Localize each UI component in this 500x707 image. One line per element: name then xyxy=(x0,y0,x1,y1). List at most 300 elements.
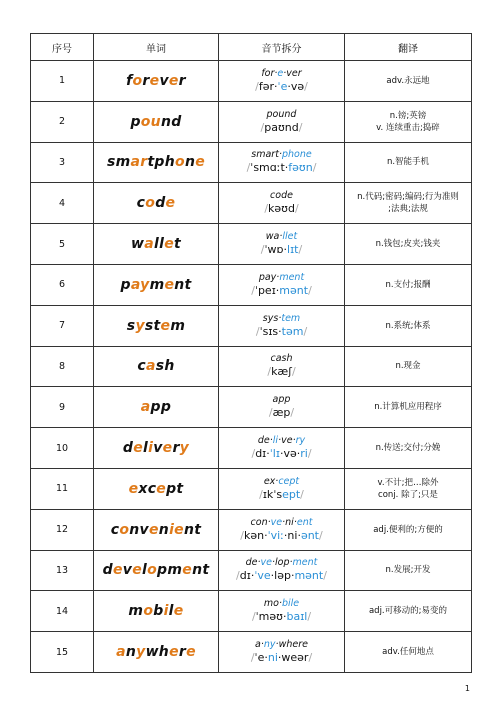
row-number: 11 xyxy=(31,468,94,509)
syllable-segment: pay xyxy=(258,271,277,283)
word-segment: ll xyxy=(153,236,165,253)
syllable-segment: sys xyxy=(262,312,279,324)
slash-mark: / xyxy=(298,120,303,134)
syllable-segment: · xyxy=(269,435,273,447)
row-number: 1 xyxy=(31,61,94,102)
word-segment: e xyxy=(168,72,179,89)
translation-line: n.智能手机 xyxy=(386,157,430,168)
syllable-segment: · xyxy=(283,67,287,79)
slash-mark: / xyxy=(308,283,312,297)
syllable-segment: · xyxy=(282,516,286,528)
phonetic-segment: ˈwɒ xyxy=(264,243,284,257)
word-segment: tph xyxy=(147,154,176,171)
translation-cell xyxy=(345,632,472,673)
word-segment: r xyxy=(142,72,150,89)
slash-mark: / xyxy=(246,161,251,175)
table-row xyxy=(31,428,472,469)
syllable-segment: mo xyxy=(263,598,279,610)
word-segment: nt xyxy=(183,521,202,538)
word-segment: st xyxy=(144,317,161,334)
phonetic-transcription xyxy=(219,202,344,216)
table-row xyxy=(31,509,472,550)
word-segment: e xyxy=(195,154,206,171)
phonetic-transcription xyxy=(219,325,344,339)
word-segment: e xyxy=(164,276,175,293)
phonetic-segment: və xyxy=(283,447,297,461)
syllable-segment: ver xyxy=(286,67,302,79)
syllable-segment: ni xyxy=(285,516,294,528)
translation-cell xyxy=(345,305,472,346)
slash-mark: / xyxy=(259,487,263,501)
word-segment: l xyxy=(142,562,148,579)
word-segment: nd xyxy=(160,113,182,130)
phonetic-segment: · xyxy=(264,528,268,542)
word-segment: i xyxy=(148,440,154,457)
word-segment: e xyxy=(133,440,143,457)
syllable-split xyxy=(219,68,344,80)
word-segment: wh xyxy=(145,644,170,661)
table-row xyxy=(31,591,472,632)
syllable-segment: where xyxy=(278,639,308,651)
word-cell xyxy=(94,101,219,142)
phonetic-segment: ənt xyxy=(300,528,319,542)
translation-cell xyxy=(345,509,472,550)
translation-cell xyxy=(345,61,472,102)
phonetic-segment: kəʊd xyxy=(268,202,295,216)
slash-mark: / xyxy=(300,487,304,501)
syllable-segment: · xyxy=(267,516,271,528)
word-segment: sm xyxy=(106,154,131,171)
header-num: 序号 xyxy=(31,34,94,61)
word-segment: xc xyxy=(138,480,157,497)
syllable-split xyxy=(219,476,344,488)
word-segment: e xyxy=(160,317,171,334)
syllable-segment: · xyxy=(278,149,282,161)
phonetic-segment: təm xyxy=(281,324,304,338)
word-segment: o xyxy=(143,603,154,620)
slash-mark: / xyxy=(307,610,312,624)
word-segment: e xyxy=(162,440,173,457)
phonetic-segment: baɪl xyxy=(286,610,308,624)
word-segment: e xyxy=(173,603,184,620)
word-cell xyxy=(94,224,219,265)
syllable-segment: ment xyxy=(292,557,318,569)
phonetic-segment: ˈe xyxy=(277,79,288,93)
row-number: 4 xyxy=(31,183,94,224)
syllable-cell xyxy=(219,305,345,346)
word-segment: ou xyxy=(140,113,161,130)
syllable-segment: ent xyxy=(296,516,313,528)
syllable-segment: · xyxy=(257,557,261,569)
syllable-cell xyxy=(219,387,345,428)
phonetic-segment: ˈsmɑːt xyxy=(250,161,285,175)
translation-line: ;法典;法规 xyxy=(388,204,428,215)
word-segment: a xyxy=(144,236,154,253)
syllable-cell xyxy=(219,550,345,591)
page-number: 1 xyxy=(464,684,470,693)
translation-line: n.发展;开发 xyxy=(385,565,431,576)
word-segment: n xyxy=(158,521,170,538)
table-row xyxy=(31,264,472,305)
word-segment: c xyxy=(136,195,146,212)
translation-cell xyxy=(345,183,472,224)
phonetic-segment: weər xyxy=(281,651,309,665)
word-segment: i xyxy=(163,603,169,620)
phonetic-segment: kæʃ xyxy=(271,365,292,379)
table-row xyxy=(31,101,472,142)
phonetic-segment: · xyxy=(274,79,278,93)
syllable-segment: ment xyxy=(279,271,305,283)
slash-mark: / xyxy=(319,528,323,542)
word-segment: v xyxy=(159,72,169,89)
syllable-cell xyxy=(219,509,345,550)
phonetic-transcription xyxy=(219,243,344,257)
table-row xyxy=(31,142,472,183)
word-segment: ie xyxy=(169,521,184,538)
phonetic-segment: · xyxy=(264,651,268,665)
row-number: 9 xyxy=(31,387,94,428)
syllable-segment: app xyxy=(272,394,291,406)
syllable-segment: · xyxy=(292,435,296,447)
syllable-cell xyxy=(219,346,345,387)
slash-mark: / xyxy=(291,365,296,379)
word-segment: l xyxy=(168,603,174,620)
slash-mark: / xyxy=(312,161,317,175)
syllable-segment: pound xyxy=(266,108,297,120)
phonetic-segment: ˈve xyxy=(254,569,271,583)
word-segment: c xyxy=(110,521,120,538)
phonetic-segment: · xyxy=(287,79,291,93)
phonetic-transcription xyxy=(219,488,344,502)
word-segment: f xyxy=(126,72,133,89)
word-segment: e xyxy=(164,236,174,253)
phonetic-segment: · xyxy=(282,610,287,624)
slash-mark: / xyxy=(308,651,313,665)
syllable-split xyxy=(219,639,344,651)
slash-mark: / xyxy=(250,651,255,665)
syllable-split xyxy=(219,149,344,161)
translation-line: n.镑;英镑 xyxy=(389,110,427,121)
word-segment: e xyxy=(149,72,160,89)
phonetic-segment: fər xyxy=(258,79,275,93)
phonetic-transcription xyxy=(219,610,344,624)
syllable-segment: wa xyxy=(265,231,280,243)
word-cell xyxy=(94,183,219,224)
word-cell xyxy=(94,61,219,102)
syllable-split xyxy=(219,313,344,325)
syllable-segment: · xyxy=(274,67,278,79)
word-segment: m xyxy=(128,603,144,620)
phonetic-segment: · xyxy=(278,324,282,338)
word-segment: s xyxy=(126,317,136,334)
syllable-split xyxy=(219,435,344,447)
word-cell xyxy=(94,591,219,632)
word-segment: a xyxy=(140,399,151,416)
header-row xyxy=(31,34,472,61)
word-cell xyxy=(94,387,219,428)
phonetic-transcription xyxy=(219,80,344,94)
translation-cell xyxy=(345,591,472,632)
word-segment: y xyxy=(135,317,145,334)
row-number: 7 xyxy=(31,305,94,346)
phonetic-segment: ˈlɪ xyxy=(269,447,280,461)
word-segment: c xyxy=(137,358,146,375)
phonetic-segment: paʊnd xyxy=(264,120,299,134)
syllable-segment: · xyxy=(289,557,293,569)
syllable-segment: ry xyxy=(295,435,306,447)
syllable-segment: · xyxy=(278,435,282,447)
syllable-segment: · xyxy=(278,598,282,610)
syllable-segment: llet xyxy=(282,231,298,243)
word-segment: pm xyxy=(157,562,183,579)
phonetic-segment: · xyxy=(270,569,275,583)
phonetic-transcription xyxy=(219,161,344,175)
slash-mark: / xyxy=(267,365,272,379)
word-cell xyxy=(94,509,219,550)
word-segment: v xyxy=(122,562,133,579)
word-cell xyxy=(94,346,219,387)
syllable-segment: de xyxy=(245,557,258,569)
syllable-segment: a xyxy=(255,639,261,651)
word-cell xyxy=(94,550,219,591)
slash-mark: / xyxy=(251,447,256,461)
phonetic-segment: ˈs xyxy=(273,487,283,501)
phonetic-segment: ɪk xyxy=(262,487,274,501)
word-segment: o xyxy=(175,154,185,171)
slash-mark: / xyxy=(240,528,244,542)
word-segment: o xyxy=(132,72,143,89)
row-number: 5 xyxy=(31,224,94,265)
word-segment: r xyxy=(172,440,180,457)
translation-line: n.支付;报酬 xyxy=(385,279,431,290)
phonetic-transcription xyxy=(219,569,344,583)
syllable-segment: con xyxy=(250,516,268,528)
phonetic-segment: æp xyxy=(272,406,291,420)
phonetic-segment: ˈviː xyxy=(267,528,284,542)
word-segment: d xyxy=(155,195,166,212)
word-cell xyxy=(94,305,219,346)
translation-line: adj.可移动的;易变的 xyxy=(368,606,448,617)
slash-mark: / xyxy=(260,243,265,257)
word-segment: e xyxy=(169,644,179,661)
translation-line: n.代码;密码;编码;行为准则 xyxy=(357,192,459,203)
syllable-segment: li xyxy=(272,435,279,447)
phonetic-segment: · xyxy=(250,569,255,583)
word-segment: sh xyxy=(155,358,175,375)
syllable-split xyxy=(219,598,344,610)
word-segment: r xyxy=(178,72,186,89)
syllable-segment: · xyxy=(275,639,279,651)
phonetic-transcription xyxy=(219,284,344,298)
slash-mark: / xyxy=(323,569,327,583)
header-split: 音节拆分 xyxy=(219,34,345,61)
phonetic-segment: ˈe xyxy=(254,651,265,665)
word-segment: p xyxy=(130,113,141,130)
slash-mark: / xyxy=(307,447,312,461)
translation-line: conj. 除了;只是 xyxy=(378,489,438,500)
syllable-cell xyxy=(219,61,345,102)
syllable-segment: ve xyxy=(260,557,272,569)
word-segment: n xyxy=(125,644,137,661)
phonetic-segment: mənt xyxy=(279,283,309,297)
table-row xyxy=(31,387,472,428)
phonetic-segment: · xyxy=(279,447,284,461)
translation-cell xyxy=(345,468,472,509)
phonetic-segment: · xyxy=(275,283,280,297)
word-segment: w xyxy=(131,236,145,253)
translation-line: adj.便利的;方便的 xyxy=(373,524,443,535)
translation-cell xyxy=(345,101,472,142)
syllable-split xyxy=(219,394,344,406)
word-segment: nt xyxy=(174,276,192,293)
syllable-cell xyxy=(219,224,345,265)
translation-line: v.不计;把…除外 xyxy=(377,477,439,488)
phonetic-segment: · xyxy=(297,528,301,542)
phonetic-segment: · xyxy=(283,528,288,542)
phonetic-segment: lɪt xyxy=(287,243,299,257)
syllable-segment: · xyxy=(278,312,282,324)
phonetic-segment: · xyxy=(277,651,282,665)
word-segment: r xyxy=(178,644,187,661)
table-row xyxy=(31,224,472,265)
word-segment: e xyxy=(186,644,196,661)
syllable-segment: ny xyxy=(263,639,276,651)
syllable-split xyxy=(219,272,344,284)
word-segment: d xyxy=(102,562,113,579)
syllable-segment: smart xyxy=(251,149,279,161)
table-row xyxy=(31,346,472,387)
syllable-split xyxy=(219,353,344,365)
translation-line: n.计算机应用程序 xyxy=(374,402,442,413)
syllable-segment: e xyxy=(277,67,284,79)
row-number: 15 xyxy=(31,632,94,673)
phonetic-transcription xyxy=(219,121,344,135)
slash-mark: / xyxy=(298,243,303,257)
phonetic-segment: · xyxy=(290,569,295,583)
phonetic-segment: · xyxy=(296,447,301,461)
phonetic-transcription xyxy=(219,529,344,543)
word-segment: d xyxy=(122,440,134,457)
phonetic-segment: · xyxy=(266,447,270,461)
vocab-table xyxy=(30,33,472,673)
translation-cell xyxy=(345,387,472,428)
word-segment: ar xyxy=(130,154,148,171)
word-segment: l xyxy=(143,440,149,457)
translation-cell xyxy=(345,428,472,469)
phonetic-segment: ˈməʊ xyxy=(255,610,283,624)
word-segment: o xyxy=(119,521,130,538)
syllable-segment: bile xyxy=(281,598,300,610)
translation-line: adv.永远地 xyxy=(386,75,430,86)
slash-mark: / xyxy=(255,324,260,338)
syllable-cell xyxy=(219,101,345,142)
phonetic-transcription xyxy=(219,447,344,461)
word-segment: a xyxy=(116,644,126,661)
syllable-split xyxy=(219,557,344,569)
row-number: 3 xyxy=(31,142,94,183)
syllable-split xyxy=(219,517,344,529)
syllable-split xyxy=(219,190,344,202)
word-segment: e xyxy=(128,480,139,497)
word-segment: e xyxy=(165,195,176,212)
word-segment: n xyxy=(184,154,196,171)
word-segment: pp xyxy=(150,399,172,416)
phonetic-segment: dɪ xyxy=(239,569,251,583)
syllable-segment: cash xyxy=(270,353,293,365)
syllable-cell xyxy=(219,183,345,224)
syllable-split xyxy=(219,231,344,243)
word-segment: e xyxy=(112,562,123,579)
header-translation: 翻译 xyxy=(345,34,472,61)
slash-mark: / xyxy=(294,202,299,216)
translation-line: n.钱包;皮夹;钱夹 xyxy=(375,239,441,250)
phonetic-segment: mənt xyxy=(294,569,324,583)
syllable-cell xyxy=(219,468,345,509)
phonetic-segment: ri xyxy=(300,447,308,461)
word-segment: o xyxy=(147,562,158,579)
translation-line: adv.任何地点 xyxy=(382,647,434,658)
word-segment: ay xyxy=(130,276,150,293)
syllable-segment: cept xyxy=(278,475,300,487)
translation-cell xyxy=(345,550,472,591)
word-segment: e xyxy=(156,480,167,497)
syllable-segment: ve xyxy=(281,435,293,447)
table-row xyxy=(31,632,472,673)
table-row xyxy=(31,550,472,591)
row-number: 6 xyxy=(31,264,94,305)
row-number: 14 xyxy=(31,591,94,632)
phonetic-segment: · xyxy=(284,161,289,175)
word-segment: e xyxy=(148,521,159,538)
translation-line: v. 连续重击;捣碎 xyxy=(376,122,440,133)
word-segment: y xyxy=(179,440,190,457)
word-segment: a xyxy=(145,358,156,375)
word-cell xyxy=(94,428,219,469)
word-segment: m xyxy=(149,276,165,293)
syllable-segment: · xyxy=(276,271,280,283)
word-segment: p xyxy=(120,276,131,293)
word-segment: nt xyxy=(192,562,210,579)
syllable-segment: · xyxy=(279,231,283,243)
word-segment: v xyxy=(153,440,163,457)
phonetic-transcription xyxy=(219,651,344,665)
syllable-segment: phone xyxy=(281,149,312,161)
syllable-segment: for xyxy=(261,67,275,79)
row-number: 10 xyxy=(31,428,94,469)
word-segment: y xyxy=(136,644,146,661)
syllable-cell xyxy=(219,142,345,183)
slash-mark: / xyxy=(264,202,269,216)
row-number: 12 xyxy=(31,509,94,550)
syllable-segment: · xyxy=(271,557,276,569)
translation-cell xyxy=(345,346,472,387)
slash-mark: / xyxy=(290,406,295,420)
syllable-cell xyxy=(219,632,345,673)
header-word: 单词 xyxy=(94,34,219,61)
phonetic-segment: dɪ xyxy=(255,447,267,461)
phonetic-segment: ˈpeɪ xyxy=(254,283,276,297)
slash-mark: / xyxy=(251,610,256,624)
phonetic-segment: fəʊn xyxy=(288,161,313,175)
syllable-cell xyxy=(219,428,345,469)
translation-cell xyxy=(345,264,472,305)
translation-cell xyxy=(345,224,472,265)
syllable-split xyxy=(219,109,344,121)
phonetic-segment: ni xyxy=(287,528,298,542)
word-segment: b xyxy=(153,603,164,620)
slash-mark: / xyxy=(304,79,308,93)
word-cell xyxy=(94,142,219,183)
